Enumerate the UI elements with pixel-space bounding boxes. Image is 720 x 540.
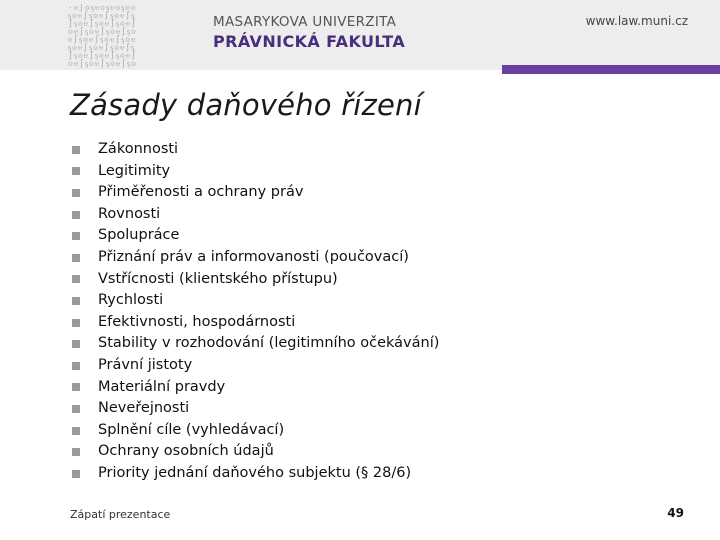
list-item <box>72 139 672 161</box>
square-bullet-icon <box>72 427 80 435</box>
list-item <box>72 398 672 420</box>
square-bullet-icon <box>72 340 80 348</box>
list-item-text: Efektivnosti, hospodárnosti <box>98 313 296 330</box>
list-item-text: Splnění cíle (vyhledávací) <box>98 421 285 438</box>
square-bullet-icon <box>72 254 80 262</box>
logo-pattern-icon: ·ᵾ∫◇ᶊᵾ◇ᶊᵾ◇ᶊᵾ◇ ᶊ◇ᵾ∫ᶊ◇ᵾ∫ᶊ◇ᵾ∫ᶊ ∫ᶊ◇ᵾ∫ᶊ◇ᵾ∫ᶊ◇ᵾ∫ ◇ᵾ∫ᶊ◇ᵾ∫ᶊ◇ᵾ∫ᶊ◇ ᵾ∫ᶊ◇ᵾ∫ᶊ◇ᵾ∫ᶊ◇ᵾ ᶊ◇ᵾ∫ᶊ◇ᵾ∫ᶊ◇ᵾ∫ᶊ ∫ᶊ◇ᵾ∫ᶊ◇ᵾ∫ᶊ◇ᵾ∫ ◇ᵾ∫ᶊ◇ᵾ∫ᶊ◇ᵾ∫ᶊ◇ <box>68 4 137 68</box>
footer-text: Zápatí prezentace <box>70 508 171 521</box>
list-item-text: Neveřejnosti <box>98 400 190 417</box>
list-item-text: Přiměřenosti a ochrany práv <box>98 184 304 201</box>
list-item <box>72 355 672 377</box>
slide-header <box>0 0 720 70</box>
list-item <box>72 290 672 312</box>
list-item-text: Legitimity <box>98 162 171 179</box>
list-item-text: Spolupráce <box>98 227 180 244</box>
square-bullet-icon <box>72 362 80 370</box>
list-item <box>72 269 672 291</box>
square-bullet-icon <box>72 146 80 154</box>
square-bullet-icon <box>72 211 80 219</box>
list-item-text: Vstřícnosti (klientského přístupu) <box>98 270 338 287</box>
list-item <box>72 161 672 183</box>
list-item <box>72 377 672 399</box>
list-item-text: Právní jistoty <box>98 356 193 373</box>
list-item <box>72 441 672 463</box>
list-item-text: Rovnosti <box>98 205 161 222</box>
square-bullet-icon <box>72 405 80 413</box>
list-item <box>72 182 672 204</box>
square-bullet-icon <box>72 232 80 240</box>
university-name: MASARYKOVA UNIVERZITA <box>213 14 397 30</box>
list-item-text: Přiznání práv a informovanosti (poučovací) <box>98 248 409 265</box>
list-item <box>72 312 672 334</box>
square-bullet-icon <box>72 448 80 456</box>
square-bullet-icon <box>72 275 80 283</box>
list-item <box>72 333 672 355</box>
slide-title: Zásady daňového řízení <box>70 88 422 122</box>
square-bullet-icon <box>72 167 80 175</box>
site-url[interactable]: www.law.muni.cz <box>585 14 688 28</box>
list-item-text: Rychlosti <box>98 292 164 309</box>
square-bullet-icon <box>72 319 80 327</box>
list-item-text: Zákonnosti <box>98 141 179 157</box>
list-item-text: Priority jednání daňového subjektu (§ 28/6) <box>98 464 412 481</box>
principles-list <box>72 139 672 485</box>
list-item-text: Materiální pravdy <box>98 378 226 395</box>
header-accent-bar <box>502 65 720 74</box>
list-item <box>72 420 672 442</box>
list-item <box>72 247 672 269</box>
list-item <box>72 204 672 226</box>
faculty-name: PRÁVNICKÁ FAKULTA <box>213 32 406 51</box>
square-bullet-icon <box>72 470 80 478</box>
square-bullet-icon <box>72 383 80 391</box>
list-item <box>72 225 672 247</box>
list-item <box>72 463 672 485</box>
square-bullet-icon <box>72 189 80 197</box>
square-bullet-icon <box>72 297 80 305</box>
page-number: 49 <box>667 506 684 520</box>
list-item-text: Stability v rozhodování (legitimního očekávání) <box>98 335 440 352</box>
list-item-text: Ochrany osobních údajů <box>98 443 274 460</box>
